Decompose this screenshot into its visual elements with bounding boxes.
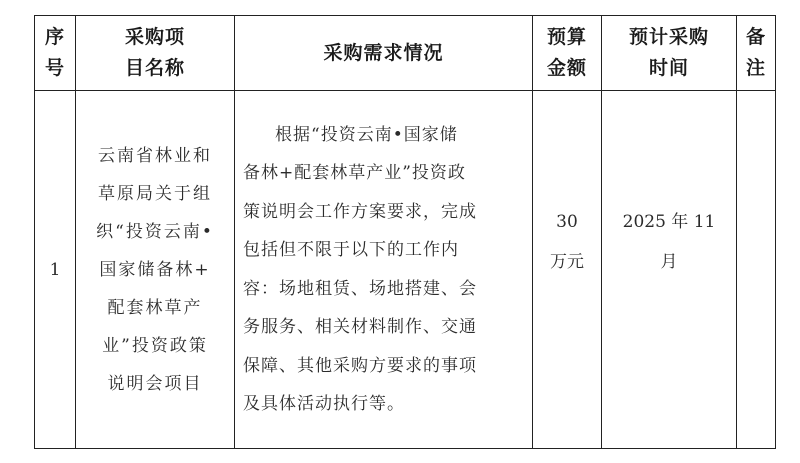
- header-index: 序 号: [35, 16, 76, 91]
- procurement-table: [34, 15, 776, 449]
- cell-requirement: 根据“投资云南•国家储 备林+配套林草产业”投资政 策说明会工作方案要求，完成 包括但不限于以下的工作内 容：场地租赁、场地搭建、会 务服务、相关材料制作、交通 保障、其他采购方要求的事项 及具体活动执行等。: [235, 91, 533, 449]
- cell-remark: [737, 91, 776, 449]
- header-budget: 预算 金额: [533, 16, 602, 91]
- cell-index: 1: [35, 91, 76, 449]
- budget-value: 30 万元: [550, 211, 584, 272]
- cell-time: [602, 91, 737, 449]
- header-requirement: 采购需求情况: [235, 16, 533, 91]
- header-row: [35, 16, 776, 91]
- header-remark: 备 注: [737, 16, 776, 91]
- time-value: 2025 年 11 月: [622, 211, 716, 272]
- table-row: [35, 91, 776, 449]
- cell-item-name: 云南省林业和 草原局关于组 织“投资云南• 国家储备林+ 配套林草产 业”投资政策 说明会项目: [76, 91, 235, 449]
- header-item-name: 采购项 目名称: [76, 16, 235, 91]
- cell-budget: [533, 91, 602, 449]
- header-time: 预计采购 时间: [602, 16, 737, 91]
